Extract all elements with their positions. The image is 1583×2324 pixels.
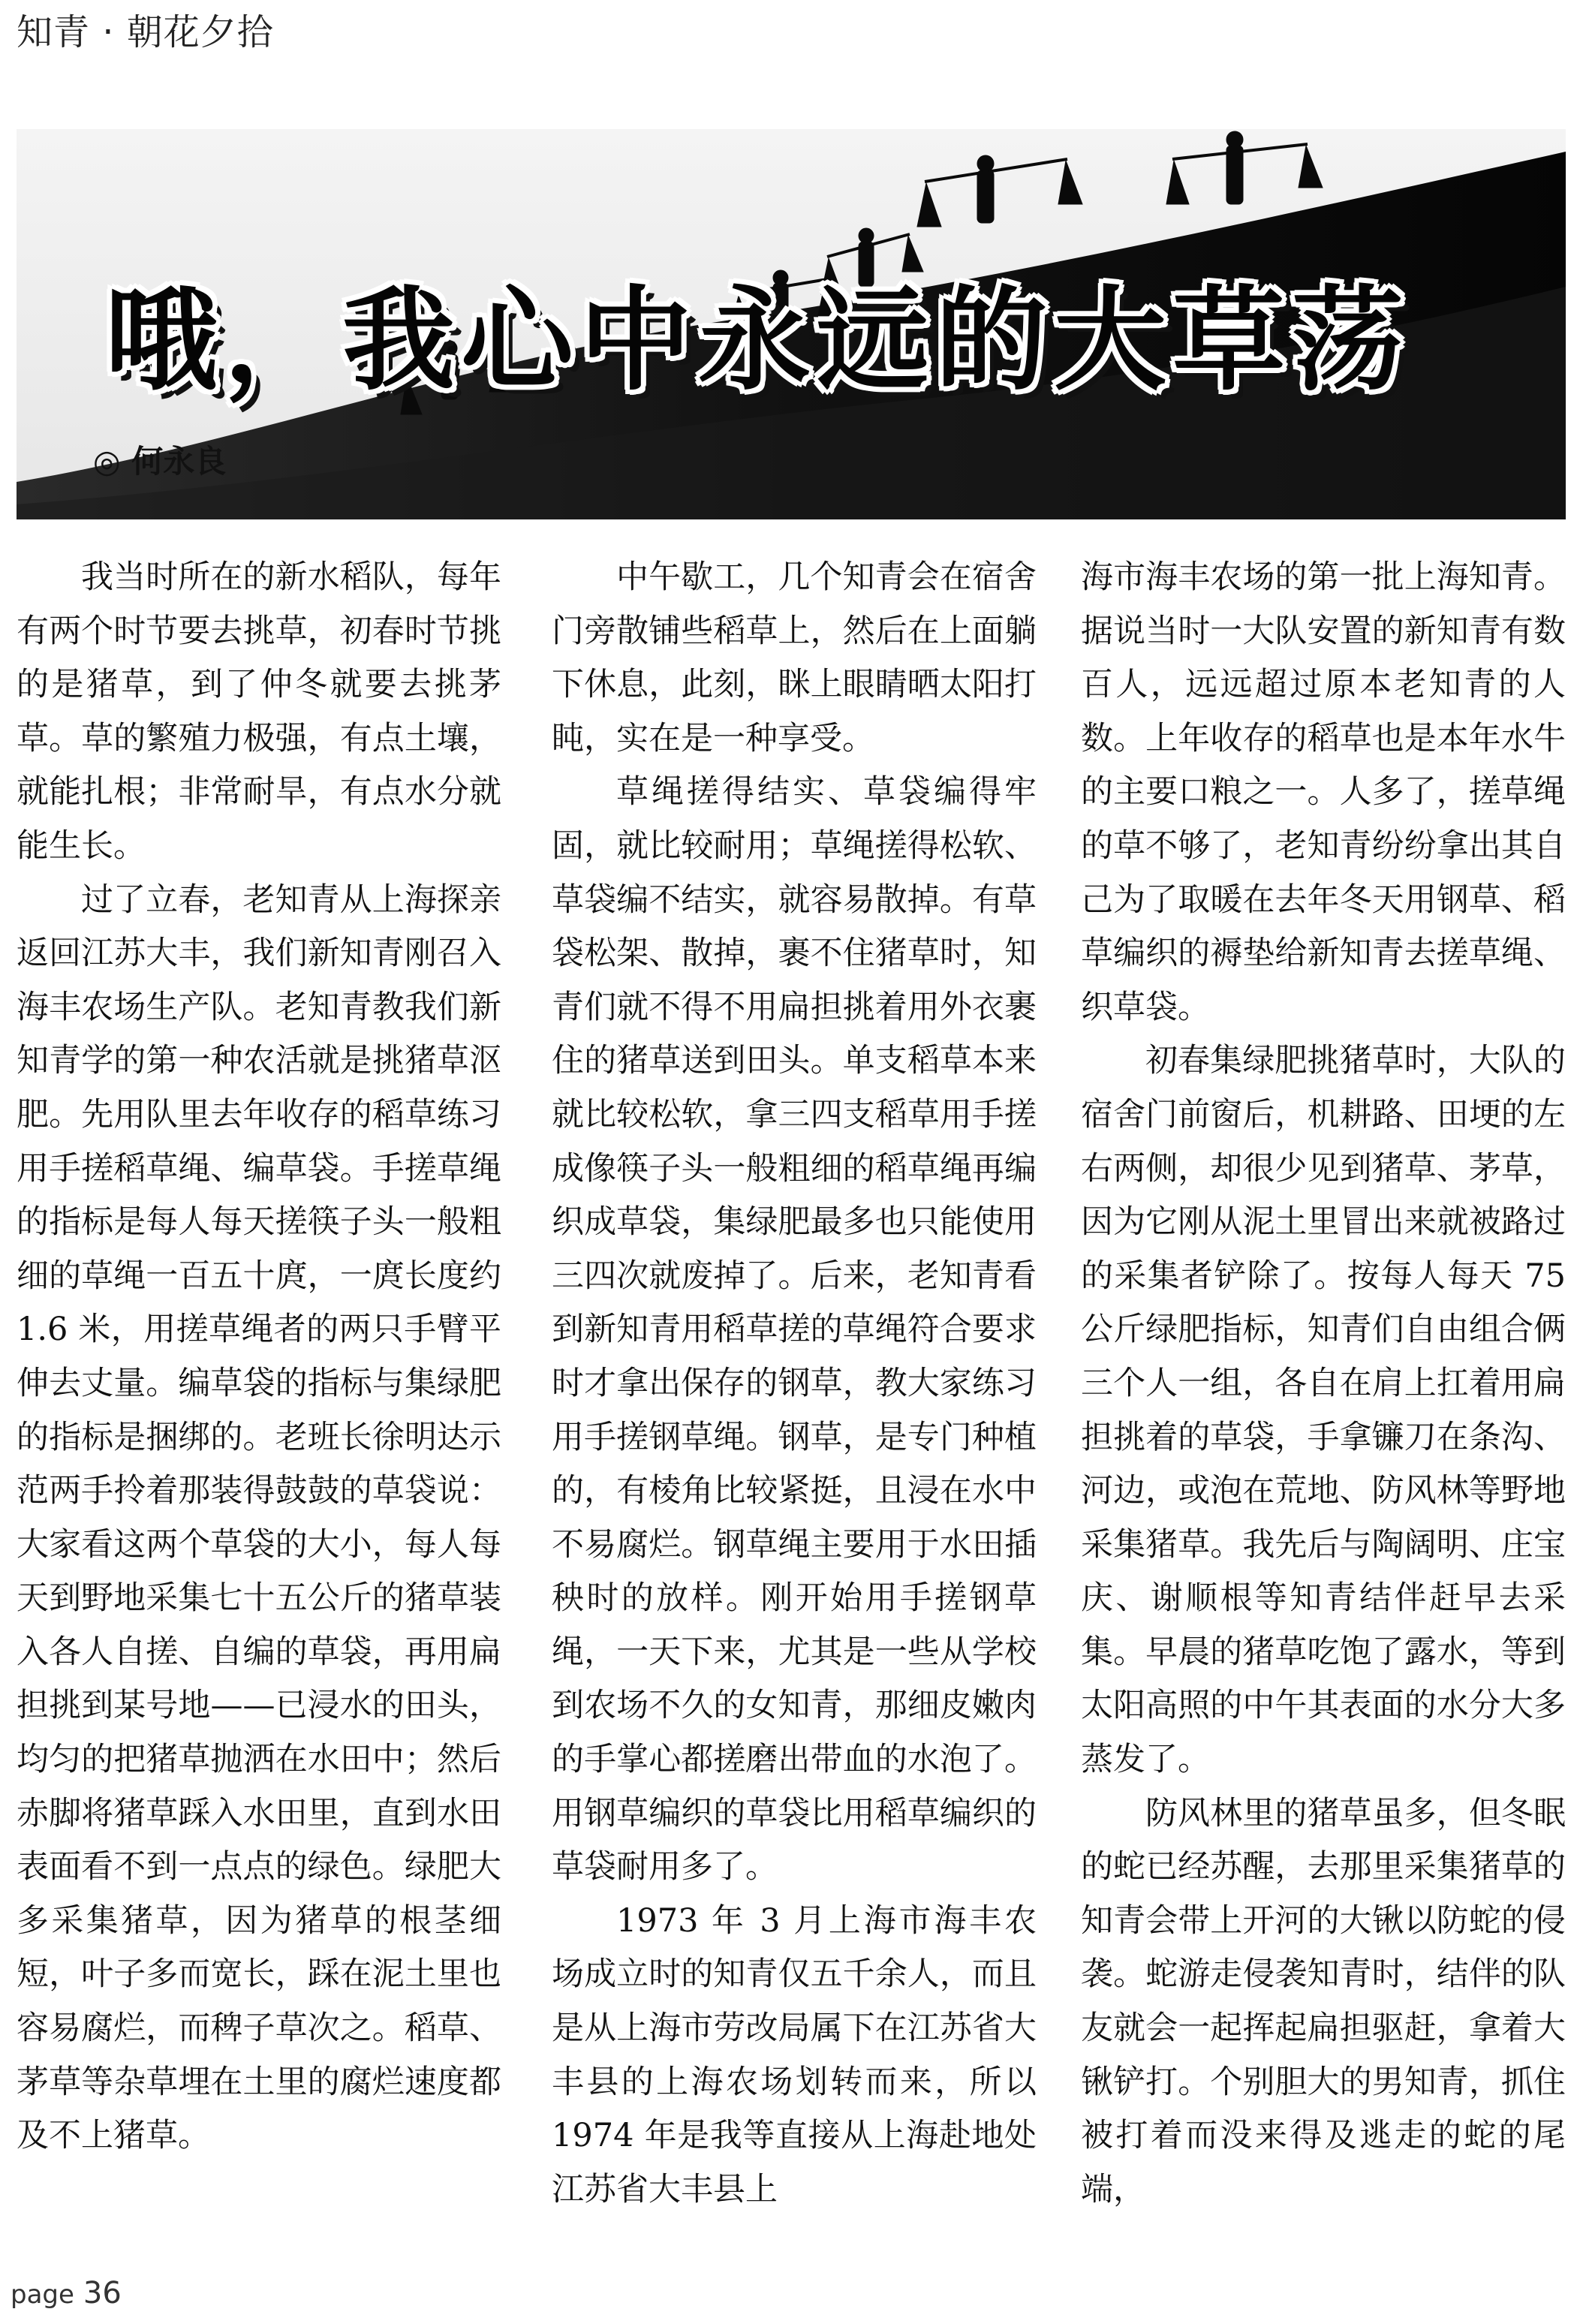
- paragraph: 草绳搓得结实、草袋编得牢固，就比较耐用；草绳搓得松软、草袋编不结实，就容易散掉。有草袋松架、散掉，裹不住猪草时，知青们就不得不用扁担挑着用外衣裹住的猪草送到田头。单支稻草本来就比较松软，拿三四支稻草用手搓成像筷子头一般粗细的稻草绳再编织成草袋，集绿肥最多也只能使用三四次就废掉了。后来，老知青看到新知青用稻草搓的草绳符合要求时才拿出保存的钢草，教大家练习用手搓钢草绳。钢草，是专门种植的，有棱角比较紧挺，且浸在水中不易腐烂。钢草绳主要用于水田插秧时的放样。刚开始用手搓钢草绳，一天下来，尤其是一些从学校到农场不久的女知青，那细皮嫩肉的手掌心都搓磨出带血的水泡了。用钢草编织的草袋比用稻草编织的草袋耐用多了。: [552, 773, 1037, 1886]
- paragraph: 我当时所在的新水稻队，每年有两个时节要去挑草，初春时节挑的是猪草，到了仲冬就要去挑茅草。草的繁殖力极强，有点土壤，就能扎根；非常耐旱，有点水分就能生长。: [17, 558, 501, 865]
- title-banner: [17, 129, 1566, 519]
- page-label: page: [11, 2280, 74, 2310]
- section-label: 知青 · 朝花夕拾: [17, 11, 274, 53]
- paragraph: 过了立春，老知青从上海探亲返回江苏大丰，我们新知青刚召入海丰农场生产队。老知青教我们新知青学的第一种农活就是挑猪草沤肥。先用队里去年收存的稻草练习用手搓稻草绳、编草袋。手搓草绳的指标是每人每天搓筷子头一般粗细的草绳一百五十庹，一庹长度约 1.6 米，用搓草绳者的两只手臂平伸去丈量。编草袋的指标与集绿肥的指标是捆绑的。老班长徐明达示范两手拎着那装得鼓鼓的草袋说：大家看这两个草袋的大小，每人每天到野地采集七十五公斤的猪草装入各人自搓、自编的草袋，再用扁担挑到某号地——已浸水的田头，均匀的把猪草抛洒在水田中；然后赤脚将猪草踩入水田里，直到水田表面看不到一点点的绿色。绿肥大多采集猪草，因为猪草的根茎细短，叶子多而宽长，踩在泥土里也容易腐烂，而稗子草次之。稻草、茅草等杂草埋在土里的腐烂速度都及不上猪草。: [17, 881, 501, 2155]
- text-column-1: [17, 551, 501, 2163]
- author-byline: ◎ 何永良: [93, 443, 227, 480]
- paragraph: 海市海丰农场的第一批上海知青。据说当时一大队安置的新知青有数百人，远远超过原本老知青的人数。上年收存的稻草也是本年水牛的主要口粮之一。人多了，搓草绳的草不够了，老知青纷纷拿出其自己为了取暖在去年冬天用钢草、稻草编织的褥垫给新知青去搓草绳、织草袋。: [1081, 558, 1566, 1026]
- article-title: 哦，我心中永远的大草荡: [105, 275, 1410, 406]
- paragraph: 1973 年 3 月上海市海丰农场成立时的知青仅五千余人，而且是从上海市劳改局属下在江苏省大丰县的上海农场划转而来，所以 1974 年是我等直接从上海赴地处江苏省大丰县上: [552, 1901, 1037, 2208]
- text-column-3: [1081, 551, 1566, 2217]
- text-column-2: [552, 551, 1037, 2217]
- paragraph: 中午歇工，几个知青会在宿舍门旁散铺些稻草上，然后在上面躺下休息，此刻，眯上眼睛晒太阳打盹，实在是一种享受。: [552, 558, 1037, 757]
- page-number: 36: [83, 2276, 122, 2310]
- page-footer: [11, 2276, 122, 2310]
- paragraph: 防风林里的猪草虽多，但冬眠的蛇已经苏醒，去那里采集猪草的知青会带上开河的大锹以防蛇的侵袭。蛇游走侵袭知青时，结伴的队友就会一起挥起扁担驱赶，拿着大锹铲打。个别胆大的男知青，抓住被打着而没来得及逃走的蛇的尾端，: [1081, 1794, 1566, 2208]
- paragraph: 初春集绿肥挑猪草时，大队的宿舍门前窗后，机耕路、田埂的左右两侧，却很少见到猪草、茅草，因为它刚从泥土里冒出来就被路过的采集者铲除了。按每人每天 75 公斤绿肥指标，知青们自由组合俩三个人一组，各自在肩上扛着用扁担挑着的草袋，手拿镰刀在条沟、河边，或泡在荒地、防风林等野地采集猪草。我先后与陶阔明、庄宝庆、谢顺根等知青结伴赶早去采集。早晨的猪草吃饱了露水，等到太阳高照的中午其表面的水分大多蒸发了。: [1081, 1042, 1566, 1779]
